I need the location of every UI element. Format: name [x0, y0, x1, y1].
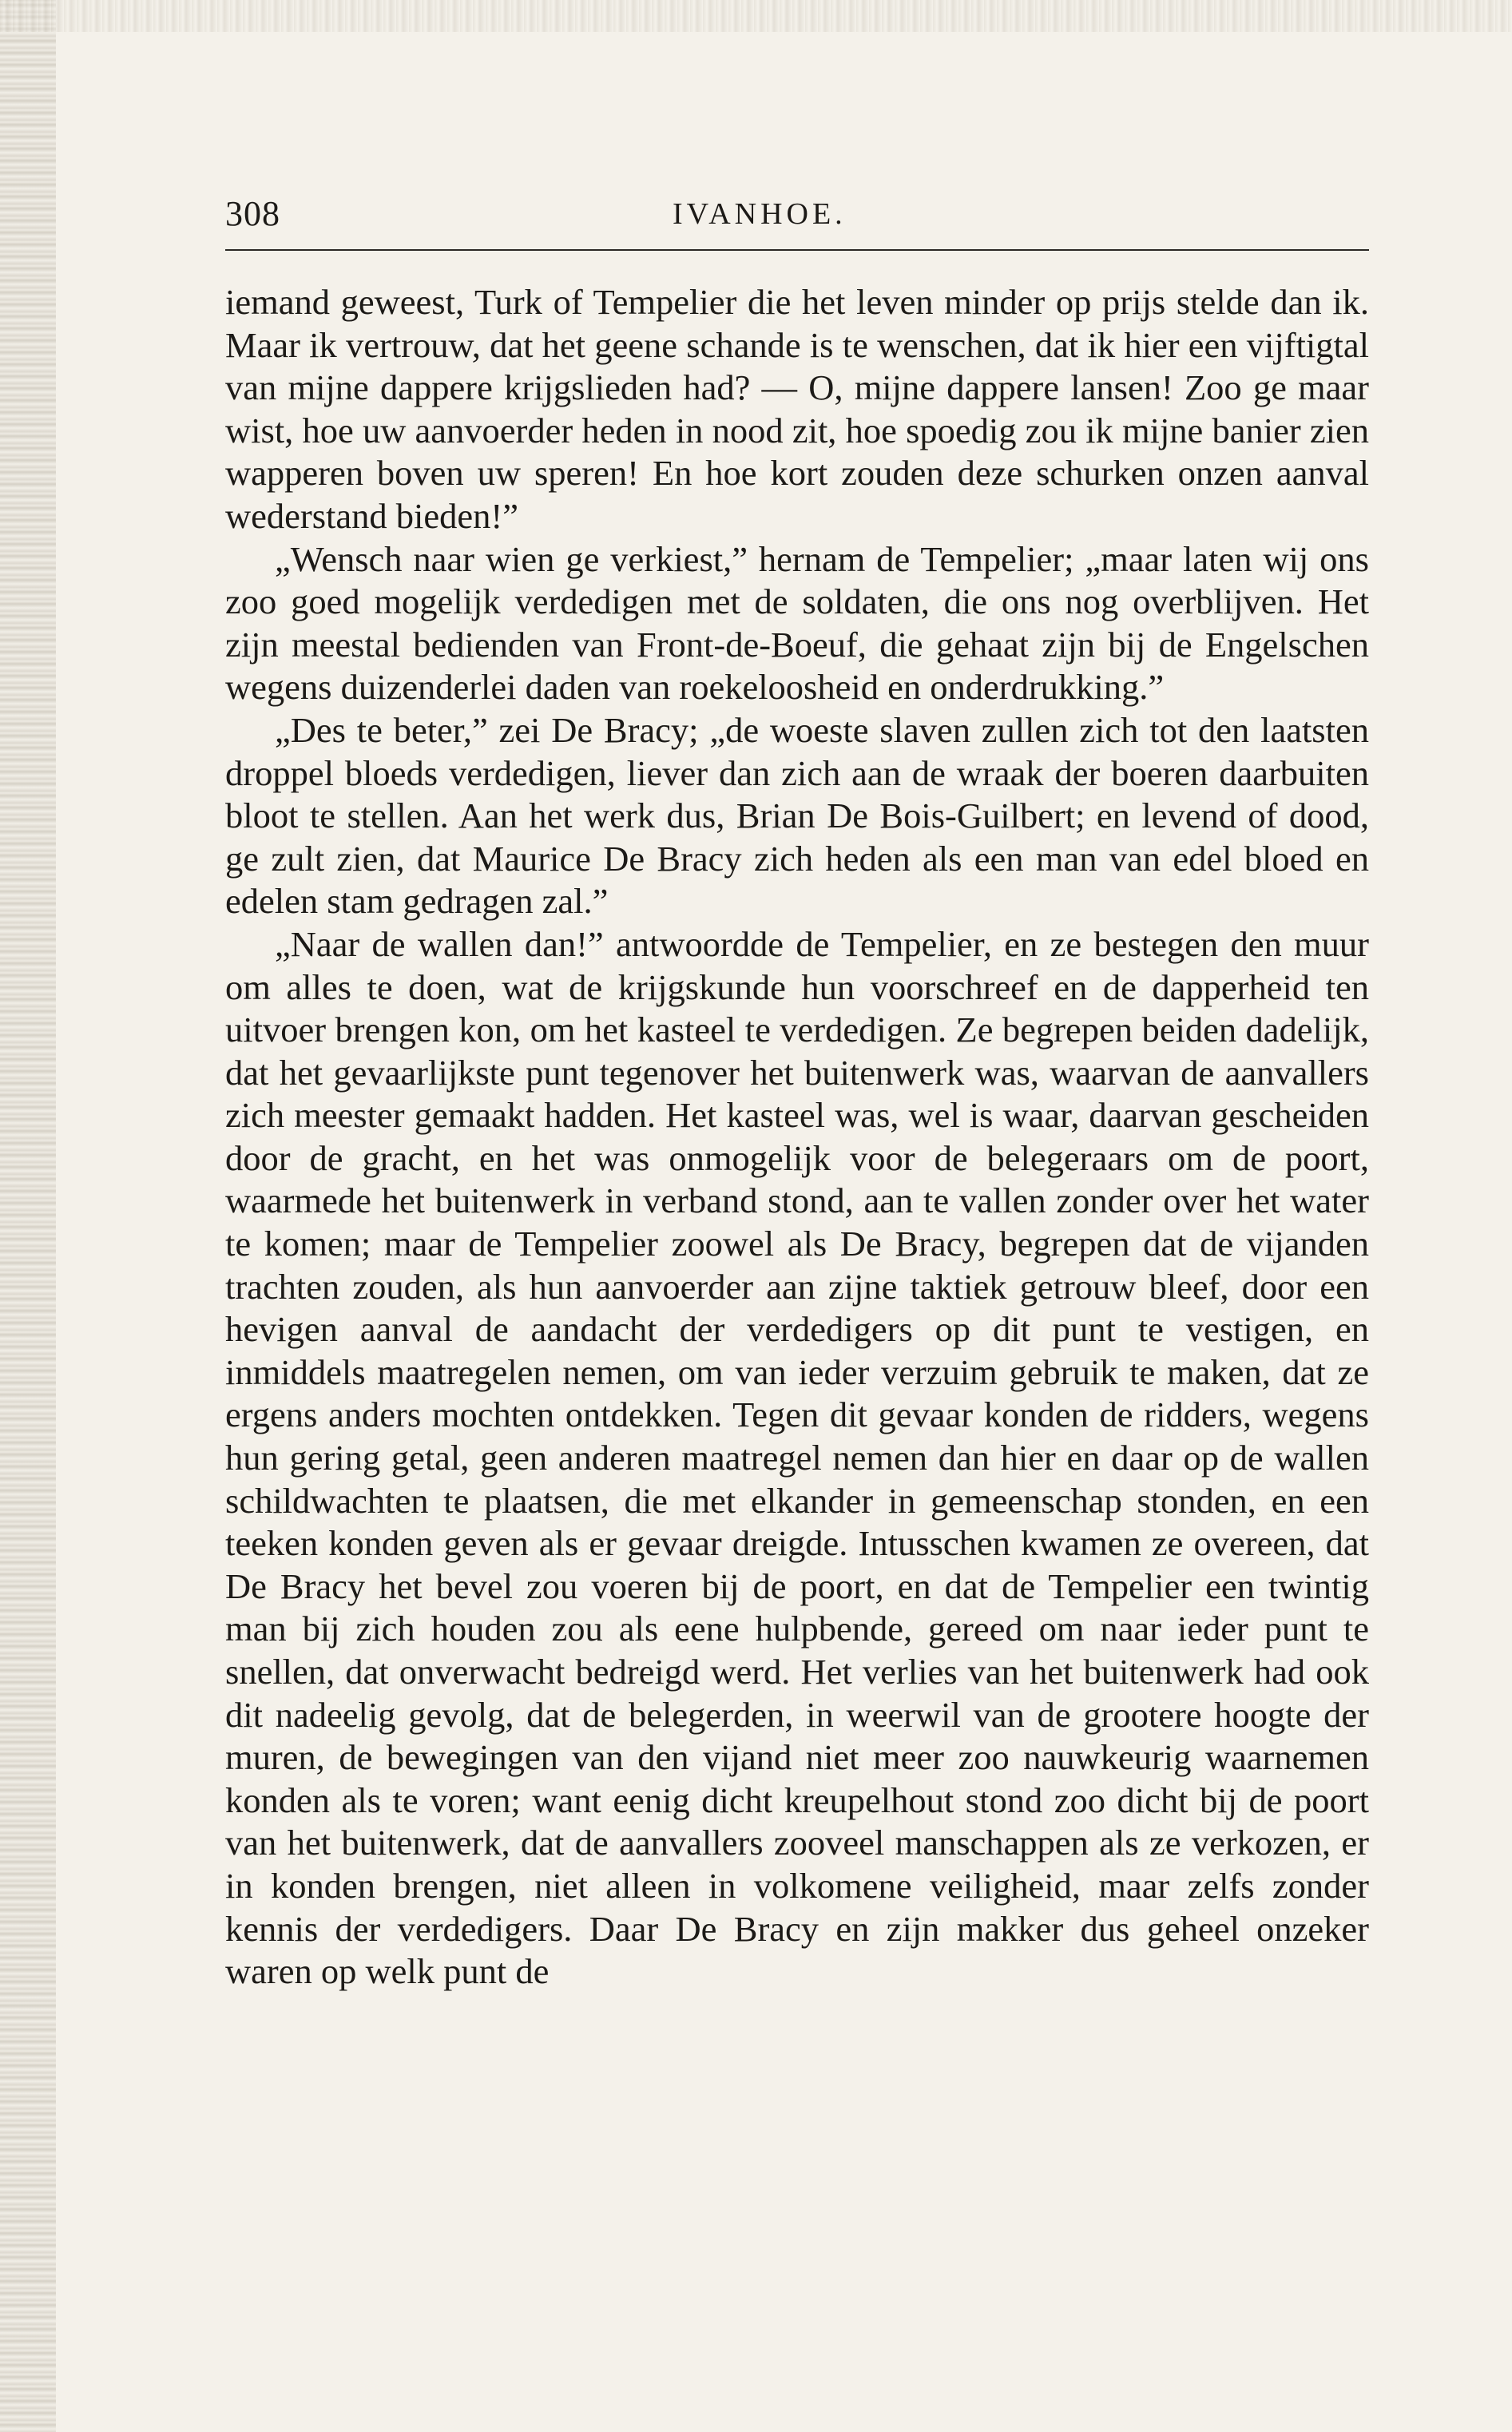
running-title: IVANHOE.: [673, 197, 847, 231]
body-text: [225, 281, 1369, 1994]
scan-edge-top: [0, 0, 1512, 32]
paragraph: „Wensch naar wien ge verkiest,” hernam de Tempelier; „maar laten wij ons zoo goed mogelijk verdedigen met de soldaten, die ons nog overblijven. Het zijn meestal bedienden van Front-de-Boeuf, die gehaat zijn bij de Engelschen wegens duizenderlei daden van roekeloosheid en onderdrukking.”: [225, 538, 1369, 708]
header-rule: [225, 249, 1369, 251]
paragraph: „Naar de wallen dan!” antwoordde de Tempelier, en ze bestegen den muur om alles te doen, wat de krijgskunde hun voorschreef en de dapperheid ten uitvoer brengen kon, om het kasteel te verdedigen. Ze begrepen beiden dadelijk, dat het gevaarlijkste punt tegenover het buitenwerk was, waarvan de aanvallers zich meester gemaakt hadden. Het kasteel was, wel is waar, daarvan gescheiden door de gracht, en het was onmogelijk voor de belegeraars om de poort, waarmede het buitenwerk in verband stond, aan te vallen zonder over het water te komen; maar de Tempelier zoowel als De Bracy, begrepen dat de vijanden trachten zouden, als hun aanvoerder aan zijne taktiek getrouw bleef, door een hevigen aanval de aandacht der verdedigers op dit punt te vestigen, en inmiddels maatregelen nemen, om van ieder verzuim gebruik te maken, dat ze ergens anders mochten ontdekken. Tegen dit gevaar konden de ridders, wegens hun gering getal, geen anderen maatregel nemen dan hier en daar op de wallen schildwachten te plaatsen, die met elkander in gemeenschap stonden, en een teeken konden geven als er gevaar dreigde. Intusschen kwamen ze overeen, dat De Bracy het bevel zou voeren bij de poort, en dat de Tempelier een twintig man bij zich houden zou als eene hulpbende, gereed om naar ieder punt te snellen, dat onverwacht bedreigd werd. Het verlies van het buitenwerk had ook dit nadeelig gevolg, dat de belegerden, in weerwil van de grootere hoogte der muren, de bewegingen van den vijand niet meer zoo nauwkeurig waarnemen konden als te voren; want eenig dicht kreupelhout stond zoo dicht bij de poort van het buitenwerk, dat de aanvallers zooveel manschappen als ze verkozen, er in konden brengen, niet alleen in volkomene veiligheid, maar zelfs zonder kennis der verdedigers. Daar De Bracy en zijn makker dus geheel onzeker waren op welk punt de: [225, 923, 1369, 1992]
paragraph: iemand geweest, Turk of Tempelier die het leven minder op prijs stelde dan ik. Maar ik vertrouw, dat het geene schande is te wenschen, dat ik hier een vijftigtal van mijne dappere krijgslieden had? — O, mijne dappere lansen! Zoo ge maar wist, hoe uw aanvoerder heden in nood zit, hoe spoedig zou ik mijne banier zien wapperen boven uw speren! En hoe kort zouden deze schurken onzen aanval wederstand bieden!”: [225, 282, 1369, 536]
paragraph: „Des te beter,” zei De Bracy; „de woeste slaven zullen zich tot den laatsten droppel bloeds verdedigen, liever dan zich aan de wraak der boeren daarbuiten bloot te stellen. Aan het werk dus, Brian De Bois-Guilbert; en levend of dood, ge zult zien, dat Maurice De Bracy zich heden als een man van edel bloed en edelen stam gedragen zal.”: [225, 709, 1369, 922]
scan-edge-left: [0, 0, 56, 2432]
page-number: 308: [225, 194, 280, 233]
page-header: [225, 193, 1369, 241]
